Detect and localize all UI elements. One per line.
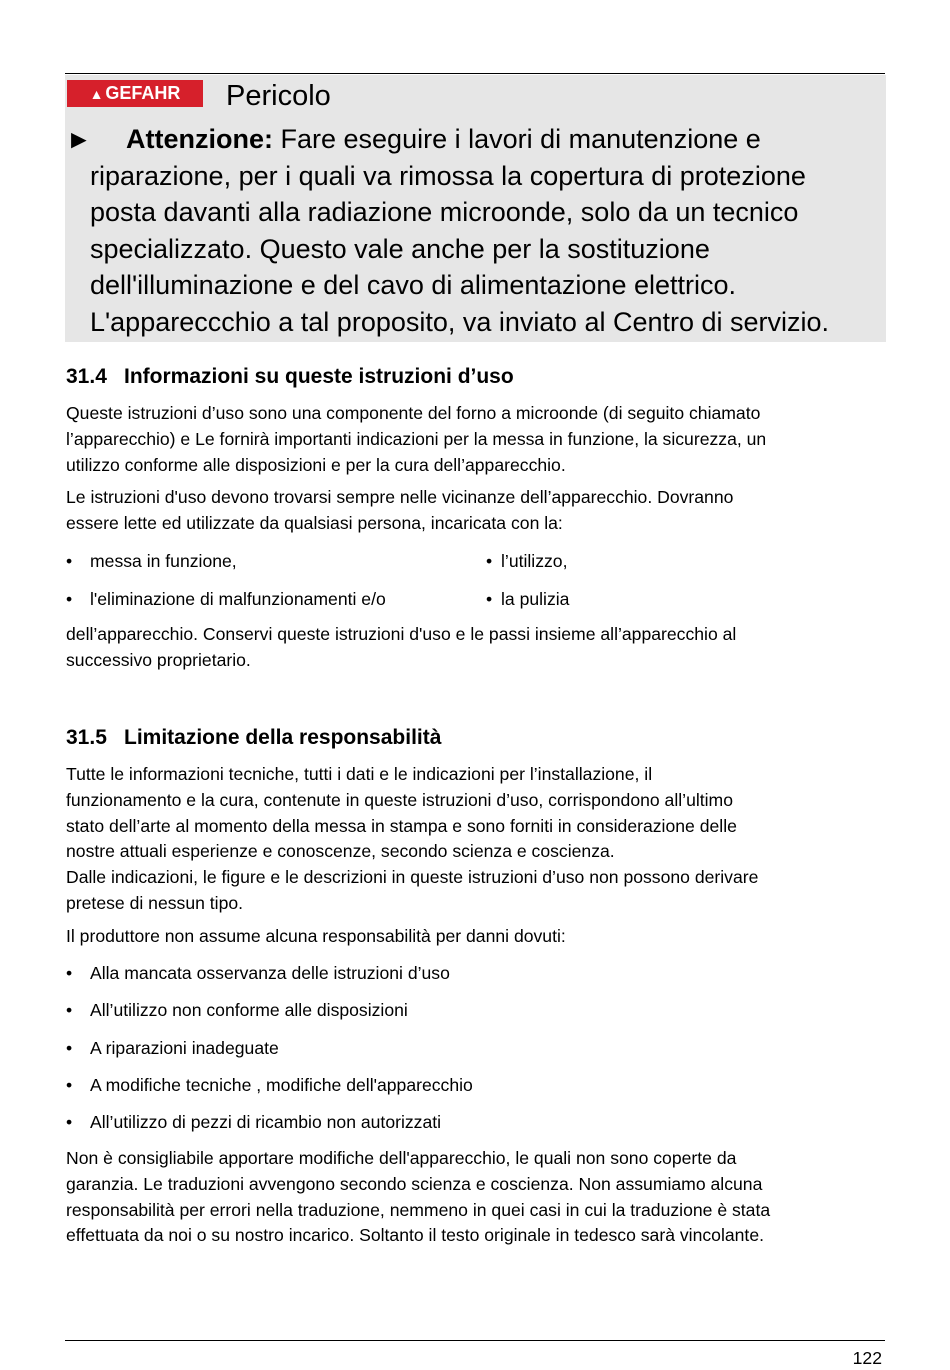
section-title: Limitazione della responsabilità	[124, 726, 442, 749]
section-number: 31.5	[66, 726, 107, 749]
danger-line: dell'illuminazione e del cavo di alimentazione elettrico.	[90, 270, 737, 301]
footer-rule	[65, 1340, 885, 1341]
section-title: Informazioni su queste istruzioni d’uso	[124, 365, 514, 388]
section-number: 31.4	[66, 365, 107, 388]
danger-line: specializzato. Questo vale anche per la sostituzione	[90, 233, 710, 264]
attention-label: Attenzione:	[126, 124, 273, 154]
warning-triangle-icon: ▲	[89, 85, 104, 102]
bullet-icon: •	[66, 1038, 73, 1058]
bullet-icon: •	[66, 963, 73, 983]
bullet-icon: •	[66, 1112, 73, 1132]
bullet-icon: •	[66, 1000, 73, 1020]
danger-badge	[67, 80, 203, 107]
section-heading-31-5	[66, 725, 441, 751]
arrow-right-icon: ►	[66, 124, 92, 154]
section-heading-31-4	[66, 364, 514, 390]
danger-line: riparazione, per i quali va rimossa la copertura di protezione	[90, 160, 806, 191]
bullet-icon: •	[66, 1075, 73, 1095]
danger-badge-label: GEFAHR	[105, 83, 181, 103]
page-number: 122	[852, 1348, 882, 1368]
bullet-icon: •	[66, 551, 73, 571]
paragraph: Il produttore non assume alcuna responsabilità per danni dovuti:	[66, 926, 566, 946]
danger-title: Pericolo	[226, 80, 331, 112]
bullet-icon: •	[486, 589, 493, 609]
paragraph: Tutte le informazioni tecniche, tutti i dati e le indicazioni per l’installazione, il funzionamento e la cura, contenute in queste istruzioni d’uso, corrispondono all’ultimo stato dell’arte al momento della messa in stampa e sono forniti in considerazione delle nostre attuali esperienze e conoscenze, secondo scienza e coscienza. Dalle indicazioni, le figure e le descrizioni in queste istruzioni d’uso non possono derivare pretese di nessun tipo.	[66, 764, 759, 913]
paragraph: Non è consigliabile apportare modifiche dell'apparecchio, le quali non sono coperte da garanzia. Le traduzioni avvengono secondo scienza e coscienza. Non assumiamo alcuna responsabilità per errori nella traduzione, nemmeno in quei casi in cui la traduzione è stata effettuata da noi o su nostro incarico. Soltanto il testo originale in tedesco sarà vincolante.	[66, 1148, 771, 1246]
bullet-icon: •	[66, 589, 73, 609]
paragraph: Queste istruzioni d’uso sono una componente del forno a microonde (di seguito chiamato l’apparecchio) e Le fornirà importanti indicazioni per la messa in funzione, la sicurezza, un utilizzo conforme alle disposizioni e per la cura dell’apparecchio.	[66, 403, 767, 475]
danger-line: L'appareccchio a tal proposito, va inviato al Centro di servizio.	[90, 306, 830, 337]
bullet-icon: •	[486, 551, 493, 571]
top-rule	[65, 73, 885, 74]
danger-line: Attenzione: Fare eseguire i lavori di manutenzione e	[126, 124, 761, 154]
paragraph: dell’apparecchio. Conservi queste istruzioni d'uso e le passi insieme all’apparecchio al successivo proprietario.	[66, 624, 737, 670]
paragraph: Le istruzioni d'uso devono trovarsi sempre nelle vicinanze dell’apparecchio. Dovranno essere lette ed utilizzate da qualsiasi persona, incaricata con la:	[66, 487, 734, 533]
danger-text	[66, 121, 890, 341]
danger-line: posta davanti alla radiazione microonde, solo da un tecnico	[90, 197, 799, 228]
